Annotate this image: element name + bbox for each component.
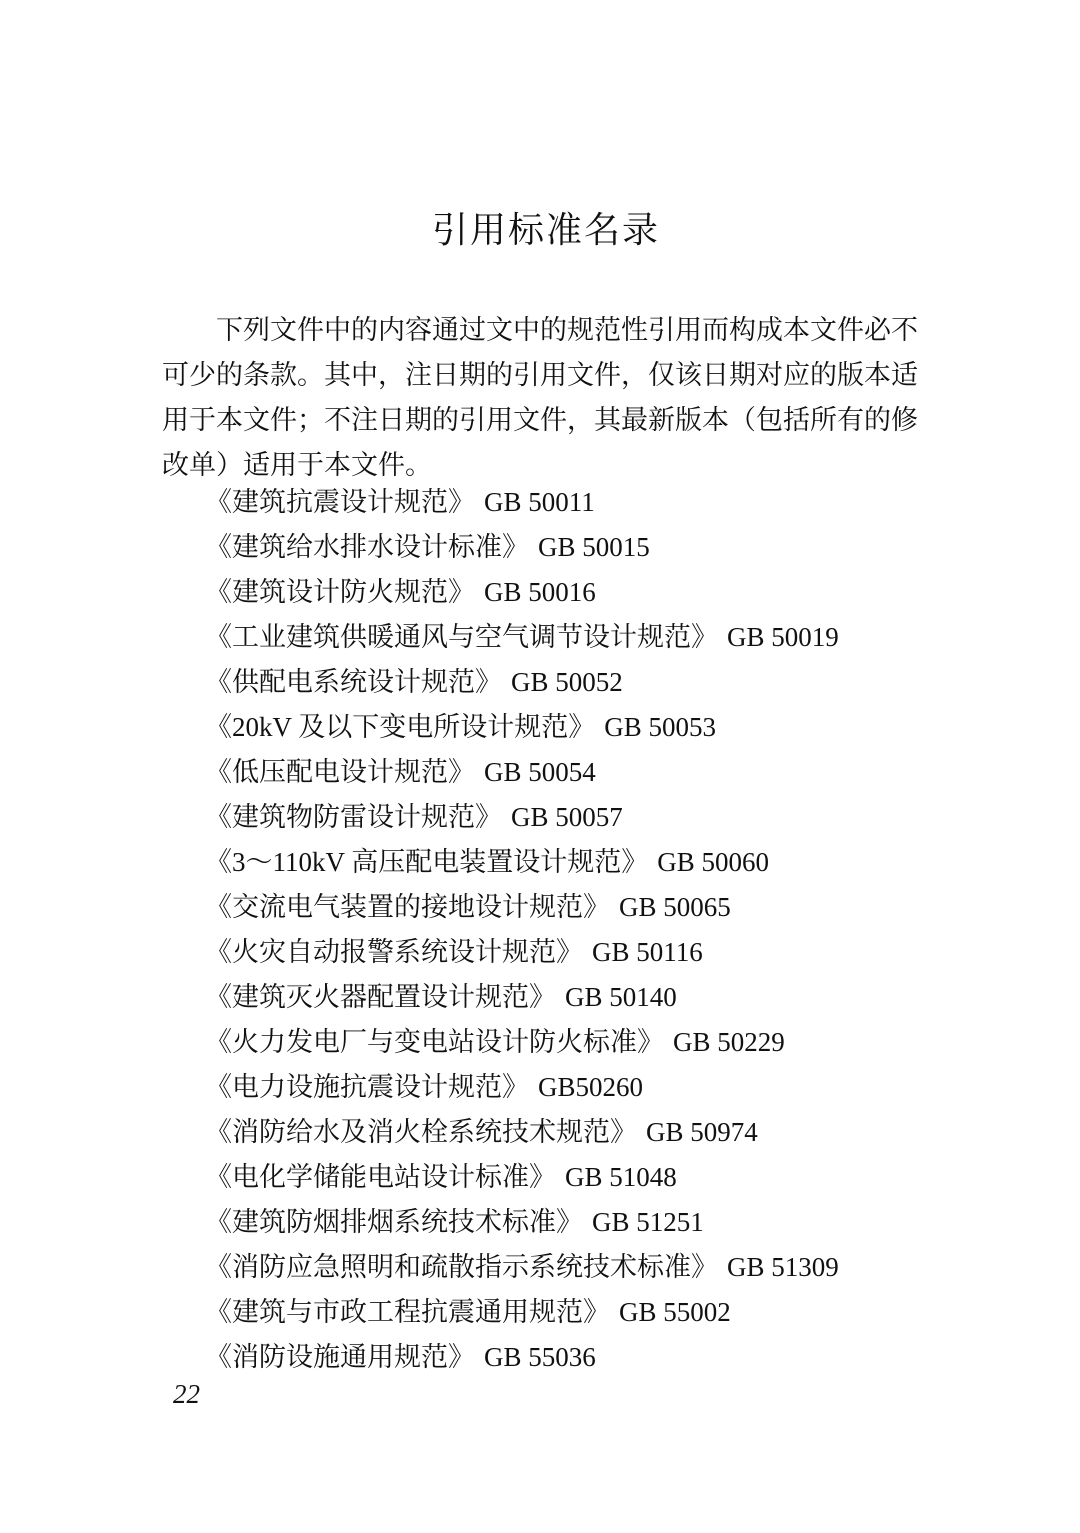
standard-code: GB 51309 xyxy=(727,1252,839,1282)
intro-line: 改单）适用于本文件。 xyxy=(162,450,432,480)
standard-title: 《建筑与市政工程抗震通用规范》 xyxy=(205,1297,610,1327)
standard-title: 《火力发电厂与变电站设计防火标准》 xyxy=(205,1027,664,1057)
standard-code: GB 50065 xyxy=(619,892,731,922)
intro-paragraph xyxy=(162,308,930,488)
standard-list-item xyxy=(162,930,930,975)
standard-title: 《消防设施通用规范》 xyxy=(205,1342,475,1372)
standard-title: 《消防应急照明和疏散指示系统技术标准》 xyxy=(205,1252,718,1282)
standard-code: GB 50140 xyxy=(565,982,677,1012)
standard-list-item xyxy=(162,1200,930,1245)
standard-list-item xyxy=(162,1335,930,1380)
standard-code: GB 55002 xyxy=(619,1297,731,1327)
standard-title: 《低压配电设计规范》 xyxy=(205,757,475,787)
standard-list-item xyxy=(162,1245,930,1290)
standard-code: GB 50229 xyxy=(673,1027,785,1057)
standard-list-item xyxy=(162,570,930,615)
intro-line: 可少的条款。其中，注日期的引用文件，仅该日期对应的版本适 xyxy=(162,360,918,390)
standard-list-item xyxy=(162,795,930,840)
standard-list-item xyxy=(162,975,930,1020)
standard-title: 《交流电气装置的接地设计规范》 xyxy=(205,892,610,922)
standard-code: GB 50016 xyxy=(484,577,596,607)
standard-list-item xyxy=(162,885,930,930)
standard-code: GB 55036 xyxy=(484,1342,596,1372)
standard-title: 《电力设施抗震设计规范》 xyxy=(205,1072,529,1102)
standard-title: 《建筑防烟排烟系统技术标准》 xyxy=(205,1207,583,1237)
standard-code: GB 50053 xyxy=(604,712,717,742)
standard-list-item xyxy=(162,1065,930,1110)
standard-code: GB 50974 xyxy=(646,1117,758,1147)
standard-list-item xyxy=(162,1290,930,1335)
standard-code: GB 50015 xyxy=(538,532,650,562)
standard-list-item xyxy=(162,1110,930,1155)
intro-line: 下列文件中的内容通过文中的规范性引用而构成本文件必不 xyxy=(216,315,918,345)
intro-line: 用于本文件；不注日期的引用文件，其最新版本（包括所有的修 xyxy=(162,405,918,435)
standard-list-item xyxy=(162,1020,930,1065)
standard-list-item xyxy=(162,705,930,750)
standard-title: 《电化学储能电站设计标准》 xyxy=(205,1162,556,1192)
standards-list xyxy=(162,480,930,1380)
standard-title: 《建筑设计防火规范》 xyxy=(205,577,475,607)
standard-code: GB 50054 xyxy=(484,757,596,787)
standard-title: 《建筑给水排水设计标准》 xyxy=(205,532,529,562)
standard-code: GB50260 xyxy=(538,1072,644,1102)
standard-code: GB 51251 xyxy=(592,1207,704,1237)
standard-list-item xyxy=(162,525,930,570)
standard-code: GB 50011 xyxy=(484,487,595,517)
standard-title: 《3～110kV 高压配电装置设计规范》 xyxy=(205,847,649,877)
standard-title: 《建筑物防雷设计规范》 xyxy=(205,802,502,832)
standard-code: GB 50060 xyxy=(657,847,770,877)
standard-code: GB 51048 xyxy=(565,1162,677,1192)
standard-list-item xyxy=(162,615,930,660)
standard-title: 《建筑灭火器配置设计规范》 xyxy=(205,982,556,1012)
standard-list-item xyxy=(162,840,930,885)
standard-code: GB 50116 xyxy=(592,937,703,967)
standard-list-item xyxy=(162,1155,930,1200)
standard-list-item xyxy=(162,660,930,705)
standard-code: GB 50019 xyxy=(727,622,839,652)
standard-title: 《消防给水及消火栓系统技术规范》 xyxy=(205,1117,637,1147)
standard-code: GB 50052 xyxy=(511,667,623,697)
page-content xyxy=(162,203,930,1380)
standard-code: GB 50057 xyxy=(511,802,623,832)
page-title: 引用标准名录 xyxy=(431,210,660,250)
standard-title: 《供配电系统设计规范》 xyxy=(205,667,502,697)
page-number: 22 xyxy=(173,1379,200,1409)
standard-title: 《建筑抗震设计规范》 xyxy=(205,487,475,517)
standard-list-item xyxy=(162,480,930,525)
standard-title: 《工业建筑供暖通风与空气调节设计规范》 xyxy=(205,622,718,652)
standard-title: 《火灾自动报警系统设计规范》 xyxy=(205,937,583,967)
standard-list-item xyxy=(162,750,930,795)
standard-title: 《20kV 及以下变电所设计规范》 xyxy=(205,712,596,742)
